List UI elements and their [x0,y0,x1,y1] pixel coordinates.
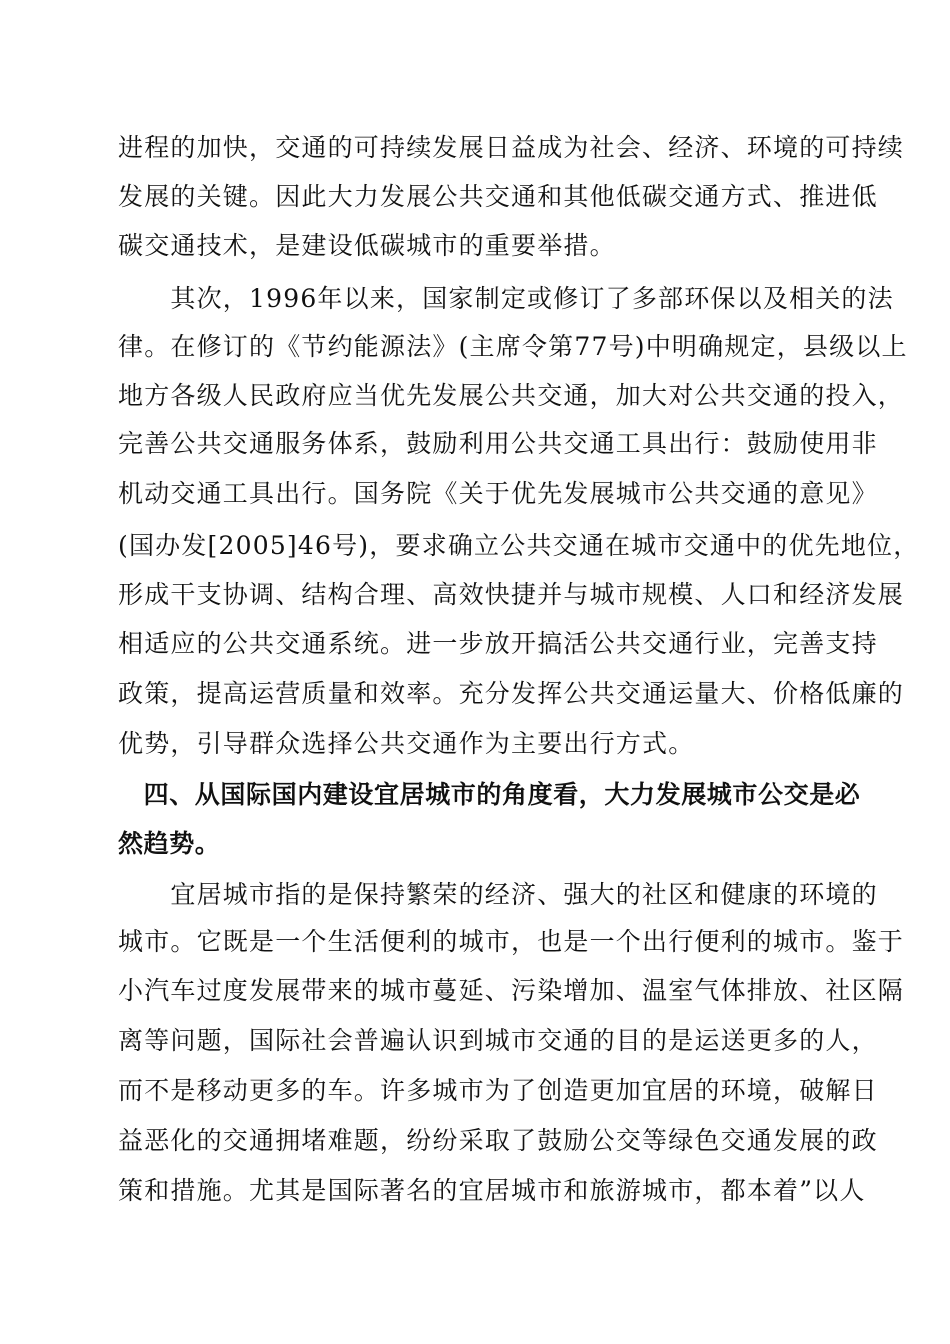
text-line: 小汽车过度发展带来的城市蔓延、污染增加、温室气体排放、社区隔 [118,976,905,1005]
text-line: 机动交通工具出行。国务院《关于优先发展城市公共交通的意见》 [118,479,878,508]
text-line: 地方各级人民政府应当优先发展公共交通，加大对公共交通的投入， [118,381,905,410]
text-line: 进程的加快，交通的可持续发展日益成为社会、经济、环境的可持续 [118,133,905,162]
text-line: 城市。它既是一个生活便利的城市，也是一个出行便利的城市。鉴于 [118,927,905,956]
text-line: 形成干支协调、结构合理、高效快捷并与城市规模、人口和经济发展 [118,580,905,609]
text-line: 优势，引导群众选择公共交通作为主要出行方式。 [118,729,695,758]
text-line: 相适应的公共交通系统。进一步放开搞活公共交通行业，完善支持 [118,629,878,658]
text-line: 碳交通技术，是建设低碳城市的重要举措。 [118,231,616,260]
section-heading-continued: 然趋势。 [118,829,221,858]
text-line: 发展的关键。因此大力发展公共交通和其他低碳交通方式、推进低 [118,182,878,211]
text-line: 律。在修订的《节约能源法》(主席令第77号)中明确规定，县级以上 [118,332,908,361]
text-line: 宜居城市指的是保持繁荣的经济、强大的社区和健康的环境的 [118,880,878,909]
text-line: 策和措施。尤其是国际著名的宜居城市和旅游城市，都本着”以人 [118,1176,866,1205]
text-line: 而不是移动更多的车。许多城市为了创造更加宜居的环境，破解日 [118,1076,878,1105]
text-line: 完善公共交通服务体系，鼓励利用公共交通工具出行：鼓励使用非 [118,429,878,458]
section-heading: 四、从国际国内建设宜居城市的角度看，大力发展城市公交是必 [118,780,861,809]
text-line: 政策，提高运营质量和效率。充分发挥公共交通运量大、价格低廉的 [118,679,905,708]
text-line: 益恶化的交通拥堵难题，纷纷采取了鼓励公交等绿色交通发展的政 [118,1126,878,1155]
text-line: (国办发[2005]46号)，要求确立公共交通在城市交通中的优先地位， [118,531,920,560]
text-line: 离等问题，国际社会普遍认识到城市交通的目的是运送更多的人， [118,1026,878,1055]
text-line: 其次，1996年以来，国家制定或修订了多部环保以及相关的法 [118,284,894,313]
